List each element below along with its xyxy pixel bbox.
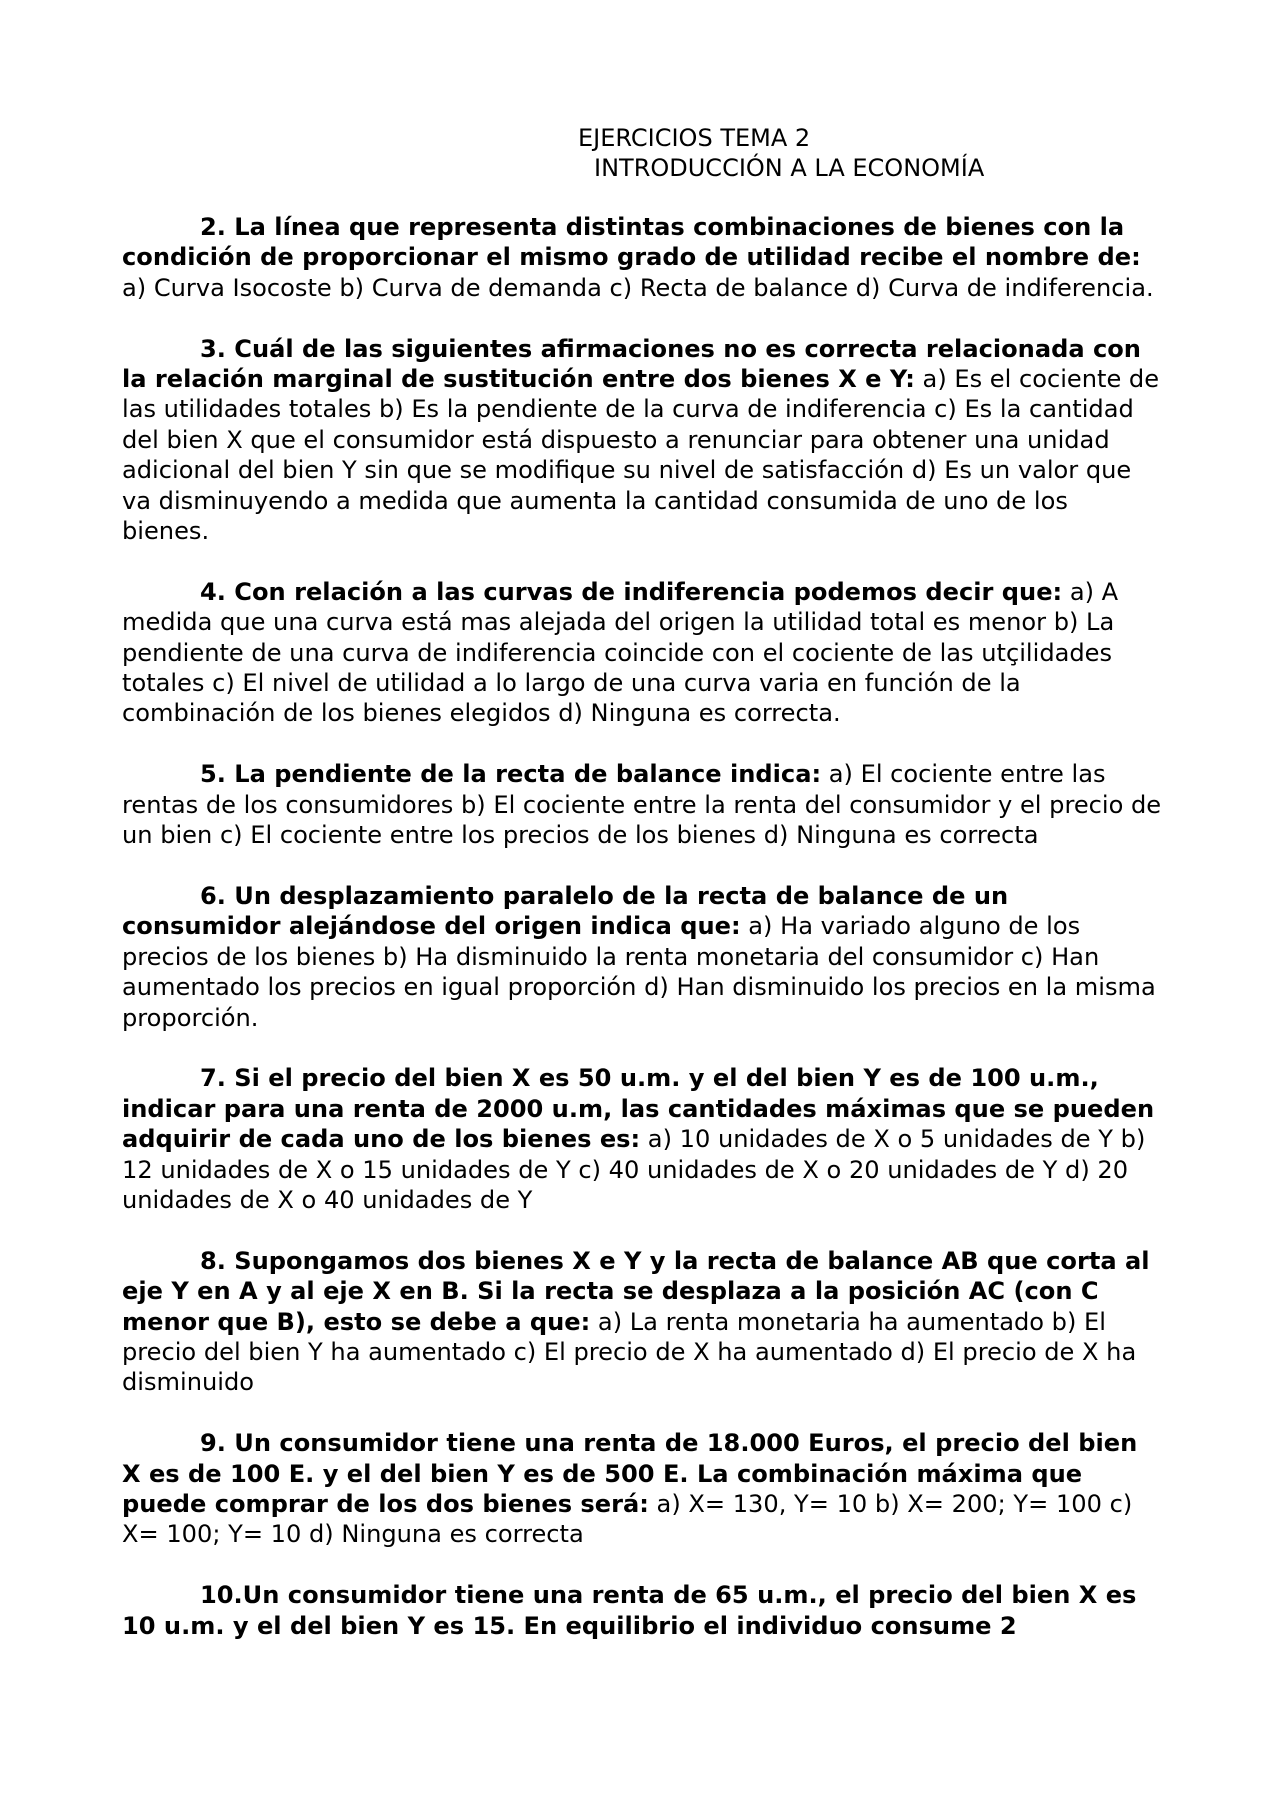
question-list [122, 212, 1162, 1671]
question-options: a) X= 130, Y= 10 b) X= 200; Y= 100 c) X= 100; Y= 10 d) Ninguna es correcta [122, 1489, 1133, 1549]
question-10 [122, 1580, 1162, 1641]
question-stem: 8. Supongamos dos bienes X e Y y la recta de balance AB que corta al eje Y en A y al eje X en B. Si la recta se desplaza a la posición AC (con C menor que B), esto se debe a que: [122, 1246, 1150, 1336]
question-options: a) La renta monetaria ha aumentado b) El precio del bien Y ha aumentado c) El precio de X ha aumentado d) El precio de X ha disminuido [122, 1307, 1137, 1397]
question-stem: 6. Un desplazamiento paralelo de la recta de balance de un consumidor alejándose del origen indica que: [122, 881, 1009, 941]
question-options: a) 10 unidades de X o 5 unidades de Y b) 12 unidades de X o 15 unidades de Y c) 40 unidades de X o 20 unidades de Y d) 20 unidades de X o 40 unidades de Y [122, 1125, 1146, 1214]
question-4 [122, 577, 1162, 729]
question-7 [122, 1063, 1162, 1215]
question-options: a) Es el cociente de las utilidades totales b) Es la pendiente de la curva de indiferencia c) Es la cantidad del bien X que el consumidor está dispuesto a renunciar para obtener una unidad adicional del bien Y sin que se modifique su nivel de satisfacción d) Es un valor que va disminuyendo a medida que aumenta la cantidad consumida de uno de los bienes. [122, 365, 1160, 546]
question-stem: 3. Cuál de las siguientes afirmaciones no es correcta relacionada con la relación marginal de sustitución entre dos bienes X e Y: [122, 334, 1141, 394]
question-stem: 5. La pendiente de la recta de balance indica: [200, 760, 822, 789]
question-8 [122, 1246, 1162, 1398]
question-options: a) Curva Isocoste b) Curva de demanda c) Recta de balance d) Curva de indiferencia. [122, 273, 1154, 302]
header-title: EJERCICIOS TEMA 2 [578, 124, 811, 152]
question-options: a) El cociente entre las rentas de los consumidores b) El cociente entre la renta del consumidor y el precio de un bien c) El cociente entre los precios de los bienes d) Ninguna es correcta [122, 760, 1162, 850]
question-stem: 10.Un consumidor tiene una renta de 65 u.m., el precio del bien X es 10 u.m. y el del bien Y es 15. En equilibrio el individuo consume 2 [122, 1581, 1137, 1640]
header-subtitle: INTRODUCCIÓN A LA ECONOMÍA [594, 154, 985, 182]
question-5 [122, 759, 1162, 850]
question-options: a) A medida que una curva está mas alejada del origen la utilidad total es menor b) La pendiente de una curva de indiferencia coincide con el cociente de las utçilidades totales c) El nivel de utilidad a lo largo de una curva varia en función de la combinación de los bienes elegidos d) Ninguna es correcta. [122, 577, 1119, 728]
question-6 [122, 881, 1162, 1033]
question-stem: 7. Si el precio del bien X es 50 u.m. y el del bien Y es de 100 u.m., indicar para una renta de 2000 u.m, las cantidades máximas que se pueden adquirir de cada uno de los bienes es: [122, 1064, 1155, 1154]
question-2 [122, 212, 1162, 303]
question-stem: 2. La línea que representa distintas combinaciones de bienes con la condición de proporcionar el mismo grado de utilidad recibe el nombre de: [122, 213, 1141, 272]
question-9 [122, 1428, 1162, 1550]
question-3 [122, 334, 1162, 547]
question-stem: 9. Un consumidor tiene una renta de 18.000 Euros, el precio del bien X es de 100 E. y el del bien Y es de 500 E. La combinación máxima que puede comprar de los dos bienes será: [122, 1429, 1138, 1518]
question-options: a) Ha variado alguno de los precios de los bienes b) Ha disminuido la renta monetaria del consumidor c) Han aumentado los precios en igual proporción d) Han disminuido los precios en la misma proporción. [122, 912, 1156, 1032]
question-stem: 4. Con relación a las curvas de indiferencia podemos decir que: [200, 577, 1063, 606]
